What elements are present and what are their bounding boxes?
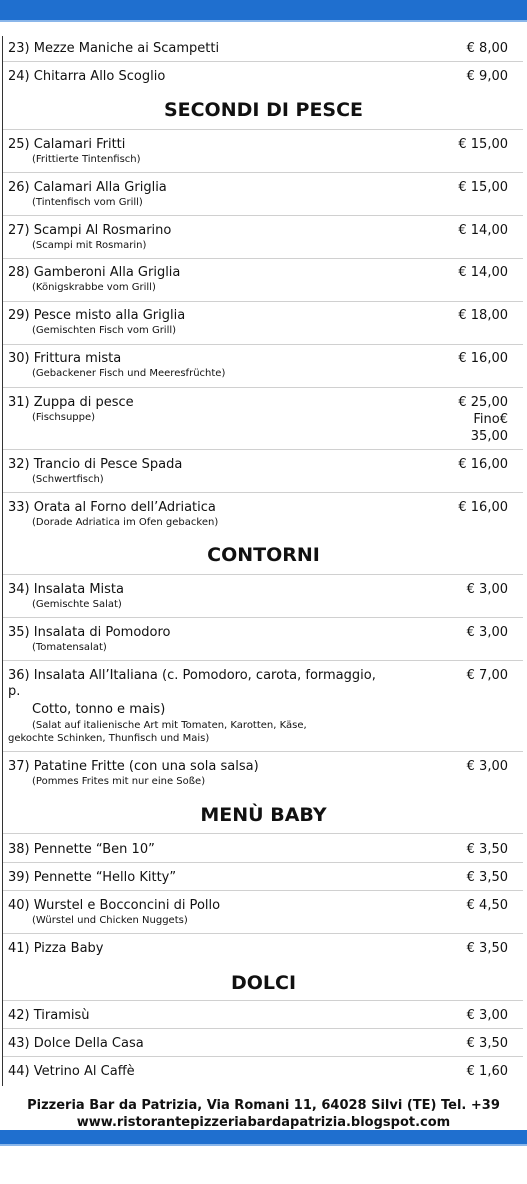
item-price: € 14,00 [458,223,508,238]
item-name: 36) Insalata All’Italiana (c. Pomodoro, carota, formaggio, [8,668,376,683]
section-heading: SECONDI DI PESCE [163,99,364,121]
item-name: 43) Dolce Della Casa [8,1036,144,1051]
separator [3,617,523,618]
separator [3,258,523,259]
menu-item [0,308,527,340]
section-heading: MENÙ BABY [200,804,327,826]
menu-list [0,36,527,1086]
menu-item [0,1064,527,1086]
separator [3,387,523,388]
separator [3,933,523,934]
item-price: € 3,00 [466,1008,508,1023]
menu-item [0,180,527,212]
footer-address: Pizzeria Bar da Patrizia, Via Romani 11, 64028 Silvi (TE) Tel. +39 [27,1098,500,1113]
item-name-continued: Cotto, tonno e mais) [32,702,166,717]
item-price: € 3,50 [466,941,508,956]
menu-item [0,137,527,169]
separator [3,862,523,863]
item-translation: (Fischsuppe) [32,412,96,423]
menu-item [0,870,527,892]
item-price: € 15,00 [458,180,508,195]
item-price: € 18,00 [458,308,508,323]
menu-item [0,842,527,864]
item-name: 44) Vetrino Al Caffè [8,1064,135,1079]
item-price: € 14,00 [458,265,508,280]
bottom-banner-bar [0,1130,527,1144]
separator [3,1056,523,1057]
item-name: 30) Frittura mista [8,351,122,366]
item-translation: (Salat auf italienische Art mit Tomaten, Karotten, Käse, [32,720,307,731]
item-price: € 16,00 [458,457,508,472]
menu-item [0,941,527,963]
separator [3,751,523,752]
menu-item [0,582,527,614]
item-price: € 7,00 [466,668,508,683]
menu-item [0,351,527,383]
item-translation: (Tomatensalat) [32,642,107,653]
item-translation: (Tintenfisch vom Grill) [32,197,143,208]
menu-item [0,625,527,657]
item-translation: (Gemischten Fisch vom Grill) [32,325,177,336]
separator [3,215,523,216]
menu-item [0,898,527,930]
item-name: 40) Wurstel e Bocconcini di Pollo [8,898,221,913]
menu-item [0,1008,527,1030]
item-name: 41) Pizza Baby [8,941,104,956]
item-price: € 3,50 [466,870,508,885]
item-name: 37) Patatine Fritte (con una sola salsa) [8,759,259,774]
item-price: € 3,00 [466,582,508,597]
item-translation: (Gebackener Fisch und Meeresfrüchte) [32,368,226,379]
item-name: 24) Chitarra Allo Scoglio [8,69,166,84]
item-translation-continued: gekochte Schinken, Thunfisch und Mais) [8,733,210,744]
item-price: € 4,50 [466,898,508,913]
menu-item [0,668,527,750]
separator [3,172,523,173]
separator [3,833,523,834]
section-heading: CONTORNI [207,544,320,566]
item-price: € 9,00 [466,69,508,84]
item-price-range: Fino€ [473,412,508,427]
item-price: € 3,00 [466,625,508,640]
item-name: 27) Scampi Al Rosmarino [8,223,172,238]
separator [3,61,523,62]
item-price: € 16,00 [458,351,508,366]
top-banner-line [0,20,527,22]
item-price: € 15,00 [458,137,508,152]
item-name: 34) Insalata Mista [8,582,124,597]
separator [3,344,523,345]
separator [3,129,523,130]
section-heading: DOLCI [230,972,297,994]
item-name: 38) Pennette “Ben 10” [8,842,155,857]
item-name: 33) Orata al Forno dell’Adriatica [8,500,216,515]
menu-item [0,265,527,297]
separator [3,890,523,891]
item-price: € 16,00 [458,500,508,515]
item-price: € 1,60 [466,1064,508,1079]
menu-item [0,223,527,255]
separator [3,1028,523,1029]
item-price: € 3,00 [466,759,508,774]
top-banner-bar [0,0,527,20]
menu-item [0,41,527,63]
item-price: € 25,00 [458,395,508,410]
separator [3,449,523,450]
menu-item [0,69,527,91]
separator [3,574,523,575]
separator [3,301,523,302]
item-name: 23) Mezze Maniche ai Scampetti [8,41,220,56]
item-price: € 8,00 [466,41,508,56]
item-translation: (Würstel und Chicken Nuggets) [32,915,188,926]
separator [3,492,523,493]
footer-website-link[interactable]: www.ristorantepizzeriabardapatrizia.blogspot.com [76,1115,451,1130]
item-translation: (Dorade Adriatica im Ofen gebacken) [32,517,219,528]
item-name: 39) Pennette “Hello Kitty” [8,870,177,885]
item-translation: (Königskrabbe vom Grill) [32,282,156,293]
separator [3,1000,523,1001]
item-price: € 3,50 [466,1036,508,1051]
item-price-range-max: 35,00 [470,429,508,444]
item-translation: (Gemischte Salat) [32,599,122,610]
item-name: 25) Calamari Fritti [8,137,126,152]
item-price: € 3,50 [466,842,508,857]
item-translation: (Schwertfisch) [32,474,104,485]
item-name: 29) Pesce misto alla Griglia [8,308,186,323]
item-name: 32) Trancio di Pesce Spada [8,457,183,472]
item-name: 26) Calamari Alla Griglia [8,180,167,195]
menu-item [0,457,527,489]
menu-item [0,395,527,447]
item-name-wrap: p. [8,684,21,699]
separator [3,660,523,661]
item-translation: (Frittierte Tintenfisch) [32,154,141,165]
item-name: 28) Gamberoni Alla Griglia [8,265,181,280]
item-translation: (Pommes Frites mit nur eine Soße) [32,776,206,787]
menu-item [0,1036,527,1058]
menu-item [0,759,527,791]
item-name: 31) Zuppa di pesce [8,395,134,410]
menu-item [0,500,527,532]
item-name: 42) Tiramisù [8,1008,90,1023]
bottom-banner-line [0,1144,527,1146]
item-translation: (Scampi mit Rosmarin) [32,240,147,251]
item-name: 35) Insalata di Pomodoro [8,625,171,640]
